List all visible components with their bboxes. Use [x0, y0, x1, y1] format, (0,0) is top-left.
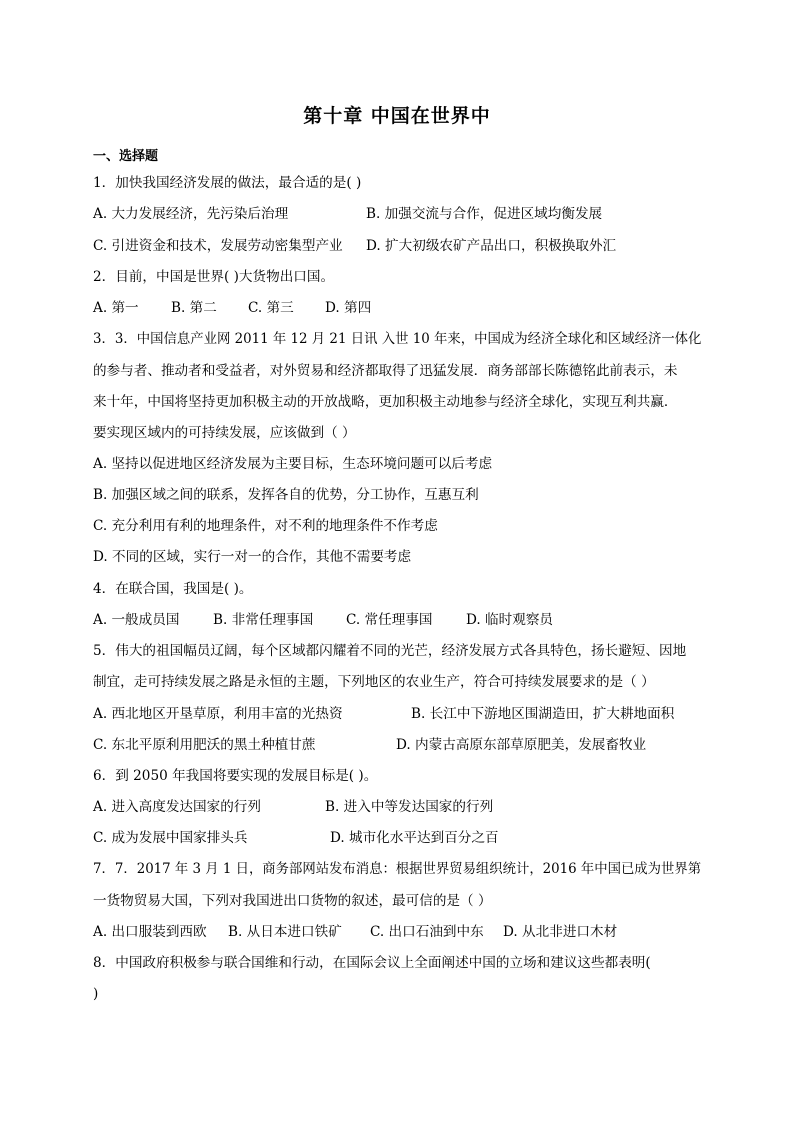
question-6-option-b: B. 进入中等发达国家的行列 [325, 799, 494, 815]
question-2-option-c: C. 第三 [248, 300, 294, 316]
question-3-option-b: B. 加强区域之间的联系，发挥各自的优势，分工协作，互惠互利 [93, 487, 479, 503]
question-5-option-a: A. 西北地区开垦草原，利用丰富的光热资 [93, 706, 343, 722]
question-4-option-a: A. 一般成员国 [93, 612, 180, 628]
question-6-option-c: C. 成为发展中国家排头兵 [93, 830, 248, 846]
question-5-option-b: B. 长江中下游地区围湖造田，扩大耕地面积 [411, 706, 675, 722]
question-4-stem: 4．在联合国，我国是( )。 [93, 581, 253, 597]
question-4-option-c: C. 常任理事国 [346, 612, 433, 628]
question-3-option-d: D. 不同的区域，实行一对一的合作，其他不需要考虑 [93, 549, 412, 565]
question-1-option-a: A. 大力发展经济，先污染后治理 [93, 206, 289, 222]
question-3-stem-line-3: 来十年，中国将坚持更加积极主动的开放战略，更加积极主动地参与经济全球化，实现互利共赢． [93, 394, 678, 410]
question-7-option-b: B. 从日本进口铁矿 [228, 924, 342, 940]
question-7-stem-line-2: 一货物贸易大国，下列对我国进出口货物的叙述，最可信的是（ ） [93, 893, 492, 909]
question-2-option-a: A. 第一 [93, 300, 139, 316]
question-6-stem: 6．到 2050 年我国将要实现的发展目标是( )。 [93, 768, 378, 784]
page-title: 第十章 中国在世界中 [303, 105, 491, 127]
question-1-option-b: B. 加强交流与合作，促进区域均衡发展 [366, 206, 603, 222]
question-2-stem: 2．目前，中国是世界( )大货物出口国。 [93, 269, 335, 285]
question-2-option-d: D. 第四 [325, 300, 372, 316]
question-1-option-d: D. 扩大初级农矿产品出口，积极换取外汇 [366, 238, 617, 254]
question-4-option-b: B. 非常任理事国 [213, 612, 314, 628]
question-3-option-c: C. 充分利用有利的地理条件，对不利的地理条件不作考虑 [93, 518, 438, 534]
question-1-stem: 1．加快我国经济发展的做法，最合适的是( ) [93, 175, 362, 191]
question-3-option-a: A. 坚持以促进地区经济发展为主要目标，生态环境问题可以后考虑 [93, 456, 493, 472]
question-3-stem-line-4: 要实现区域内的可持续发展，应该做到（ ） [93, 425, 356, 441]
section-heading: 一、选择题 [93, 149, 159, 164]
question-5-option-c: C. 东北平原利用肥沃的黑土种植甘蔗 [93, 737, 316, 753]
question-6-option-d: D. 城市化水平达到百分之百 [330, 830, 499, 846]
question-3-stem-line-1: 3．3．中国信息产业网 2011 年 12 月 21 日讯 入世 10 年来，中国成为经济全球化和区域经济一体化 [93, 331, 702, 347]
question-5-stem-line-1: 5．伟大的祖国幅员辽阔，每个区域都闪耀着不同的光芒，经济发展方式各具特色，扬长避短、因地 [93, 643, 687, 659]
question-5-stem-line-2: 制宜，走可持续发展之路是永恒的主题，下列地区的农业生产，符合可持续发展要求的是（ ） [93, 674, 655, 690]
question-7-option-d: D. 从北非进口木材 [503, 924, 618, 940]
question-1-option-c: C. 引进资金和技术，发展劳动密集型产业 [93, 238, 343, 254]
question-8-stem-line-1: 8．中国政府积极参与联合国维和行动，在国际会议上全面阐述中国的立场和建议这些都表明( [93, 955, 651, 971]
question-3-stem-line-2: 的参与者、推动者和受益者，对外贸易和经济都取得了迅猛发展．商务部部长陈德铭此前表示，未 [93, 363, 678, 379]
question-7-option-a: A. 出口服装到西欧 [93, 924, 207, 940]
question-7-stem-line-1: 7．7．2017 年 3 月 1 日，商务部网站发布消息：根据世界贸易组织统计，2016 年中国已成为世界第 [93, 861, 702, 877]
question-5-option-d: D. 内蒙古高原东部草原肥美，发展畜牧业 [396, 737, 647, 753]
question-8-stem-line-2: ) [93, 986, 99, 1002]
question-2-option-b: B. 第二 [171, 300, 217, 316]
question-6-option-a: A. 进入高度发达国家的行列 [93, 799, 261, 815]
question-4-option-d: D. 临时观察员 [466, 612, 554, 628]
question-7-option-c: C. 出口石油到中东 [370, 924, 484, 940]
